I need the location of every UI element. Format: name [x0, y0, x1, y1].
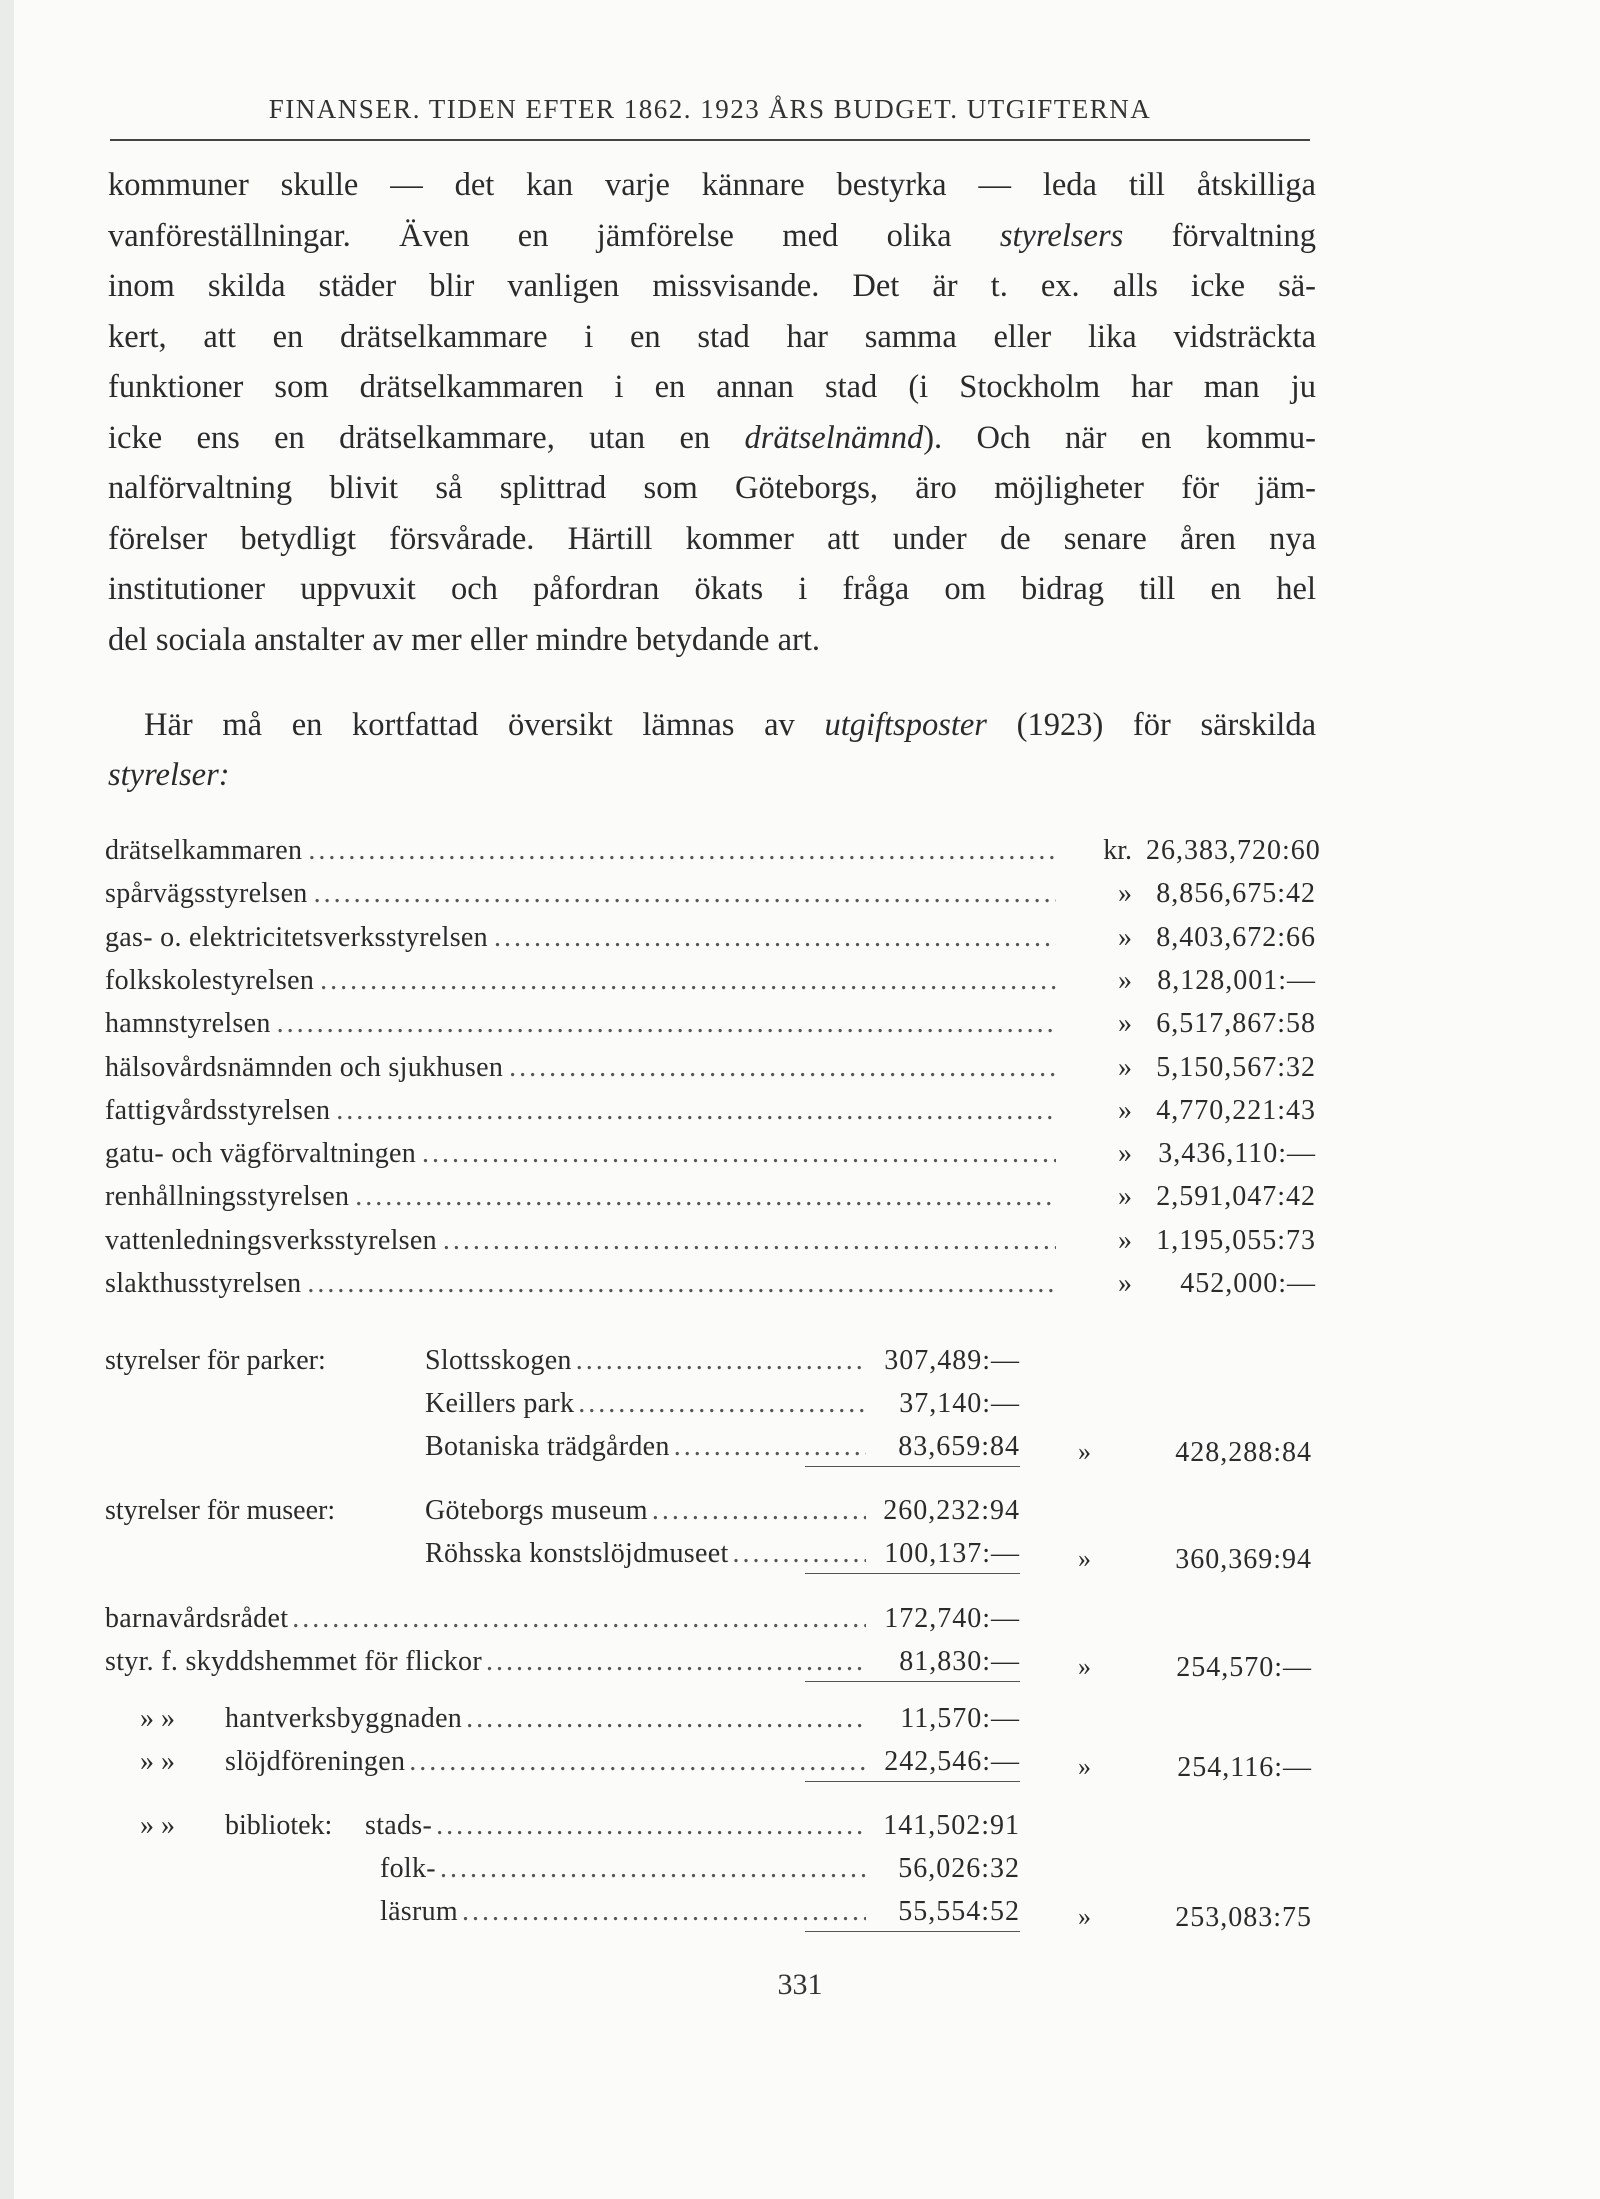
row-label: spårvägsstyrelsen [105, 878, 308, 910]
row-label: renhållningsstyrelsen [105, 1181, 350, 1213]
group-item-label: Slottsskogen [425, 1345, 572, 1376]
page-number: 331 [777, 1968, 823, 2001]
dot-leader [576, 1345, 866, 1377]
row-label: gatu- och vägförvaltningen [105, 1138, 417, 1170]
row-amount: 26,383,720:60 [1146, 835, 1321, 866]
group-line [225, 1746, 1020, 1786]
museums-prefix: styrelser för museer: [105, 1495, 336, 1526]
dot-leader [652, 1495, 866, 1527]
group-item-label: Keillers park [425, 1388, 575, 1419]
group-item-label: Botaniska trädgården [425, 1431, 670, 1462]
row-amount: 8,403,672:66 [1156, 921, 1316, 953]
row-mark: » [1118, 964, 1132, 996]
row-mark: » [1118, 1094, 1132, 1126]
total-mark: » [1078, 1652, 1091, 1681]
group-line [225, 1703, 1020, 1743]
text-line: kert, att en drätselkammare i en stad har samma eller lika vidsträckta [108, 318, 1316, 355]
dot-leader [307, 1268, 1056, 1300]
group-line [425, 1495, 1020, 1535]
group-total: 254,570:— [1176, 1652, 1312, 1683]
group-item-label: hantverksbyggnaden [225, 1703, 463, 1734]
table-row [105, 1052, 1316, 1092]
text-line: del sociala anstalter av mer eller mindre betydande art. [108, 621, 820, 658]
row-amount: 3,436,110:— [1158, 1138, 1316, 1170]
table-row [105, 1268, 1316, 1308]
dot-leader [462, 1896, 866, 1928]
text-line: förelser betydligt försvårade. Härtill kommer att under de senare åren nya [108, 520, 1316, 557]
dot-leader [486, 1646, 866, 1678]
row-mark: » [1118, 921, 1132, 953]
library-prefix: bibliotek: [225, 1810, 333, 1841]
running-header: FINANSER. TIDEN EFTER 1862. 1923 ÅRS BUDGET. UTGIFTERNA [268, 94, 1152, 124]
text-line: kommuner skulle — det kan varje kännare bestyrka — leda till åtskilliga [108, 167, 1316, 203]
header-rule [110, 139, 1310, 141]
table-row [105, 1095, 1316, 1135]
subtotal-rule [805, 1466, 1020, 1467]
group-item-amount: 141,502:91 [883, 1810, 1020, 1841]
row-amount: 2,591,047:42 [1156, 1181, 1316, 1213]
group-item-label: folk- [380, 1853, 436, 1884]
group-item-label: Röhsska konstslöjdmuseet [425, 1538, 729, 1569]
ditto-mark: » » [140, 1703, 175, 1734]
text-line: institutioner uppvuxit och påfordran ökats i fråga om bidrag till en hel [108, 571, 1316, 607]
dot-leader [409, 1746, 866, 1778]
dot-leader [336, 1095, 1056, 1127]
group-item-amount: 260,232:94 [883, 1495, 1020, 1526]
row-amount: 4,770,221:43 [1156, 1094, 1316, 1126]
dot-leader [674, 1431, 866, 1463]
intro-paragraph [108, 700, 1316, 800]
table-row [105, 1181, 1316, 1221]
text-line: styrelser: [108, 757, 230, 793]
dot-leader [308, 835, 1056, 867]
group-line [105, 1646, 1020, 1686]
group-line [365, 1810, 1020, 1850]
group-line [380, 1853, 1020, 1893]
ditto-mark: » » [140, 1810, 175, 1841]
body-paragraph [108, 160, 1316, 665]
group-item-amount: 55,554:52 [898, 1896, 1020, 1927]
row-mark: » [1118, 878, 1132, 910]
row-amount: 1,195,055:73 [1156, 1224, 1316, 1256]
dot-leader [509, 1052, 1056, 1084]
group-item-label: stads- [365, 1810, 433, 1841]
total-mark: » [1078, 1902, 1091, 1931]
group-item-label: barnavårdsrådet [105, 1603, 289, 1634]
table-row [105, 1008, 1316, 1048]
dot-leader [277, 1008, 1056, 1040]
row-amount: 6,517,867:58 [1156, 1008, 1316, 1040]
group-item-amount: 172,740:— [884, 1603, 1020, 1634]
group-item-amount: 81,830:— [899, 1646, 1020, 1677]
group-item-label: läsrum [380, 1896, 459, 1927]
group-item-amount: 37,140:— [899, 1388, 1020, 1419]
group-item-amount: 11,570:— [900, 1703, 1020, 1734]
table-row [105, 922, 1316, 962]
row-mark: » [1118, 1051, 1132, 1083]
row-mark: » [1118, 1268, 1132, 1299]
subtotal-rule [805, 1931, 1020, 1932]
text-line: inom skilda städer blir vanligen missvisande. Det är t. ex. alls icke sä- [108, 268, 1316, 304]
text-line: funktioner som drätselkammaren i en annan stad (i Stockholm har man ju [108, 369, 1316, 405]
dot-leader [494, 922, 1056, 954]
dot-leader [443, 1225, 1056, 1257]
group-total: 428,288:84 [1175, 1437, 1312, 1468]
group-line [425, 1345, 1020, 1385]
table-row [105, 1138, 1316, 1178]
group-item-amount: 83,659:84 [898, 1431, 1020, 1462]
group-line [380, 1896, 1020, 1936]
row-mark: » [1118, 1138, 1132, 1170]
subtotal-rule [805, 1681, 1020, 1682]
dot-leader [466, 1703, 866, 1735]
group-total: 254,116:— [1177, 1752, 1312, 1783]
total-mark: » [1078, 1437, 1091, 1466]
subtotal-rule [805, 1573, 1020, 1574]
table-row [105, 835, 1321, 875]
total-mark: » [1078, 1752, 1091, 1781]
row-label: hälsovårdsnämnden och sjukhusen [105, 1051, 504, 1083]
table-row [105, 878, 1316, 918]
parks-prefix: styrelser för parker: [105, 1345, 326, 1376]
text-line: Här må en kortfattad översikt lämnas av utgiftsposter (1923) för särskilda [144, 707, 1316, 743]
row-label: folkskolestyrelsen [105, 964, 315, 996]
group-line [425, 1538, 1020, 1578]
row-label: fattigvårdsstyrelsen [105, 1094, 331, 1126]
group-total: 253,083:75 [1175, 1902, 1312, 1933]
dot-leader [355, 1181, 1056, 1213]
subtotal-rule [805, 1781, 1020, 1782]
dot-leader [292, 1603, 866, 1635]
row-mark: kr. [1103, 835, 1132, 866]
row-label: vattenledningsverksstyrelsen [105, 1224, 437, 1256]
dot-leader [436, 1810, 866, 1842]
group-line [425, 1388, 1020, 1428]
group-item-label: styr. f. skyddshemmet för flickor [105, 1646, 482, 1677]
group-item-label: slöjdföreningen [225, 1746, 406, 1777]
group-line [105, 1603, 1020, 1643]
row-label: slakthusstyrelsen [105, 1268, 302, 1299]
row-label: hamnstyrelsen [105, 1008, 271, 1040]
table-row [105, 1225, 1316, 1265]
row-amount: 8,128,001:— [1157, 964, 1316, 996]
page-edge [0, 0, 14, 2199]
row-mark: » [1118, 1008, 1132, 1040]
dot-leader [578, 1388, 866, 1420]
row-amount: 8,856,675:42 [1156, 878, 1316, 910]
group-total: 360,369:94 [1175, 1544, 1312, 1575]
total-mark: » [1078, 1544, 1091, 1573]
row-mark: » [1118, 1181, 1132, 1213]
row-label: gas- o. elektricitetsverksstyrelsen [105, 921, 488, 953]
group-line [425, 1431, 1020, 1471]
ditto-mark: » » [140, 1746, 175, 1777]
group-item-amount: 56,026:32 [898, 1853, 1020, 1884]
group-item-amount: 307,489:— [884, 1345, 1020, 1376]
dot-leader [320, 965, 1056, 997]
row-amount: 5,150,567:32 [1156, 1051, 1316, 1083]
dot-leader [314, 878, 1056, 910]
group-item-amount: 242,546:— [884, 1746, 1020, 1777]
text-line: icke ens en drätselkammare, utan en drätselnämnd). Och när en kommu- [108, 419, 1317, 456]
text-line: nalförvaltning blivit så splittrad som Göteborgs, äro möjligheter för jäm- [108, 470, 1316, 506]
group-item-label: Göteborgs museum [425, 1495, 648, 1526]
row-amount: 452,000:— [1180, 1268, 1316, 1299]
dot-leader [422, 1138, 1056, 1170]
table-row [105, 965, 1316, 1005]
group-item-amount: 100,137:— [884, 1538, 1020, 1569]
dot-leader [733, 1538, 866, 1570]
row-label: drätselkammaren [105, 835, 303, 866]
dot-leader [440, 1853, 866, 1885]
row-mark: » [1118, 1224, 1132, 1256]
text-line: vanföreställningar. Även en jämförelse med olika styrelsers förvaltning [108, 217, 1316, 254]
